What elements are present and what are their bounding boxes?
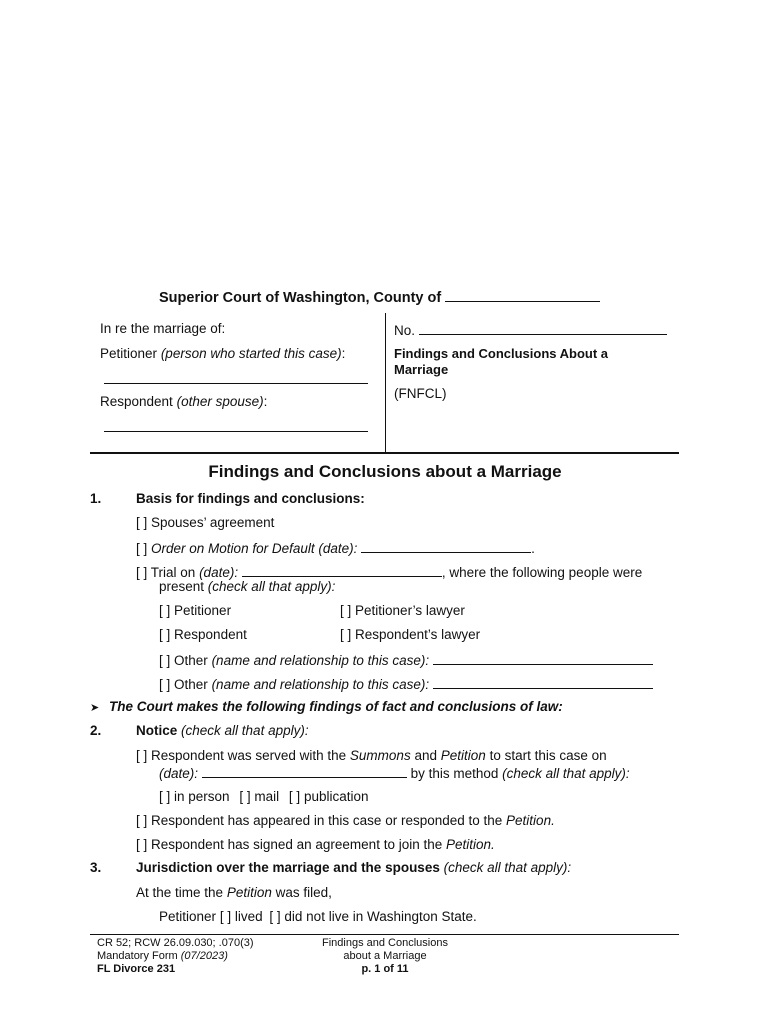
petitioner-label: Petitioner (person who started this case): bbox=[100, 346, 346, 361]
arrow-bullet-icon: ➤ bbox=[90, 702, 100, 714]
time-of-filing: At the time the Petition was filed, bbox=[136, 885, 332, 900]
checkbox[interactable]: [ ] bbox=[340, 627, 352, 642]
service-methods bbox=[159, 789, 368, 804]
present-petitioner-lawyer[interactable]: [ ] Petitioner’s lawyer bbox=[340, 603, 465, 618]
section-3-heading: Jurisdiction over the marriage and the spouses (check all that apply): bbox=[136, 860, 572, 875]
petitioner-residence: Petitioner [ ] lived [ ] did not live in Washington State. bbox=[159, 909, 477, 924]
form-title-line1: Findings and Conclusions About a bbox=[394, 346, 609, 361]
checkbox[interactable]: [ ] bbox=[340, 603, 352, 618]
page-number: p. 1 of 11 bbox=[361, 963, 409, 975]
county-blank[interactable] bbox=[445, 288, 600, 302]
footer-center-line2: about a Marriage bbox=[343, 950, 427, 962]
option-spouses-agreement[interactable]: [ ] Spouses’ agreement bbox=[136, 515, 275, 530]
served-date-blank[interactable] bbox=[202, 764, 407, 778]
checkbox[interactable]: [ ] bbox=[136, 565, 148, 580]
checkbox[interactable]: [ ] bbox=[136, 748, 148, 763]
present-respondent-lawyer[interactable]: [ ] Respondent’s lawyer bbox=[340, 627, 481, 642]
main-title: Findings and Conclusions about a Marriage bbox=[208, 462, 562, 481]
checkbox[interactable]: [ ] bbox=[136, 837, 148, 852]
footer-rule bbox=[90, 934, 679, 935]
checkbox[interactable]: [ ] bbox=[159, 653, 171, 668]
form-title-line2: Marriage bbox=[394, 362, 449, 377]
section-1-number: 1. bbox=[90, 491, 102, 506]
trial-date-blank[interactable] bbox=[242, 563, 442, 577]
checkbox[interactable]: [ ] bbox=[288, 789, 301, 804]
present-other-2[interactable]: [ ] Other (name and relationship to this case): bbox=[159, 675, 653, 692]
checkbox[interactable]: [ ] bbox=[159, 603, 171, 618]
in-re-label: In re the marriage of: bbox=[100, 321, 226, 336]
section-2-heading: Notice (check all that apply): bbox=[136, 723, 309, 738]
footer-center-line1: Findings and Conclusions bbox=[322, 937, 448, 949]
option-appeared[interactable]: [ ] Respondent has appeared in this case or responded to the Petition. bbox=[136, 813, 555, 828]
option-default-order[interactable]: [ ] Order on Motion for Default (date): . bbox=[136, 541, 535, 556]
checkbox[interactable]: [ ] bbox=[239, 789, 251, 804]
checkbox[interactable]: [ ] bbox=[159, 789, 171, 804]
method-in-person[interactable]: [ ] in person bbox=[159, 789, 230, 804]
case-number: No. bbox=[394, 321, 667, 338]
present-petitioner[interactable]: [ ] Petitioner bbox=[159, 603, 232, 618]
checkbox[interactable]: [ ] bbox=[219, 909, 232, 924]
method-mail[interactable]: [ ] mail bbox=[239, 789, 280, 804]
footer-form-number: FL Divorce 231 bbox=[97, 963, 176, 975]
respondent-name-blank[interactable] bbox=[104, 431, 368, 432]
option-signed-agreement[interactable]: [ ] Respondent has signed an agreement to join the Petition. bbox=[136, 837, 495, 852]
section-2-number: 2. bbox=[90, 723, 102, 738]
checkbox[interactable]: [ ] bbox=[159, 677, 171, 692]
footer-left-line1: CR 52; RCW 26.09.030; .070(3) bbox=[97, 937, 254, 949]
checkbox[interactable]: [ ] bbox=[136, 541, 148, 556]
form-code: (FNFCL) bbox=[394, 386, 447, 401]
checkbox[interactable]: [ ] bbox=[159, 627, 171, 642]
section-3-number: 3. bbox=[90, 860, 102, 875]
section-1-heading: Basis for findings and conclusions: bbox=[136, 491, 365, 506]
other-2-blank[interactable] bbox=[433, 675, 653, 689]
option-trial[interactable]: [ ] Trial on (date): , where the following people were bbox=[136, 565, 643, 580]
option-trial-line2: present (check all that apply): bbox=[159, 579, 336, 594]
checkbox[interactable]: [ ] bbox=[269, 909, 281, 924]
other-1-blank[interactable] bbox=[433, 651, 653, 665]
footer-left-line2: Mandatory Form (07/2023) bbox=[97, 950, 228, 962]
court-makes-statement: ➤ The Court makes the following findings of fact and conclusions of law: bbox=[90, 699, 563, 714]
default-date-blank[interactable] bbox=[361, 539, 531, 553]
caption-bottom-rule bbox=[90, 452, 679, 454]
respondent-label: Respondent (other spouse): bbox=[100, 394, 268, 409]
caption-divider bbox=[385, 313, 386, 452]
case-number-blank[interactable] bbox=[419, 321, 667, 335]
present-respondent[interactable]: [ ] Respondent bbox=[159, 627, 247, 642]
option-served-line2: (date): by this method (check all that apply): bbox=[159, 766, 630, 781]
method-publication[interactable]: [ ] publication bbox=[288, 789, 369, 804]
checkbox[interactable]: [ ] bbox=[136, 515, 148, 530]
present-other-1[interactable]: [ ] Other (name and relationship to this case): bbox=[159, 651, 653, 668]
checkbox[interactable]: [ ] bbox=[136, 813, 148, 828]
petitioner-name-blank[interactable] bbox=[104, 383, 368, 384]
option-served[interactable]: [ ] Respondent was served with the Summons and Petition to start this case on bbox=[136, 748, 607, 763]
court-title: Superior Court of Washington, County of bbox=[159, 288, 600, 306]
